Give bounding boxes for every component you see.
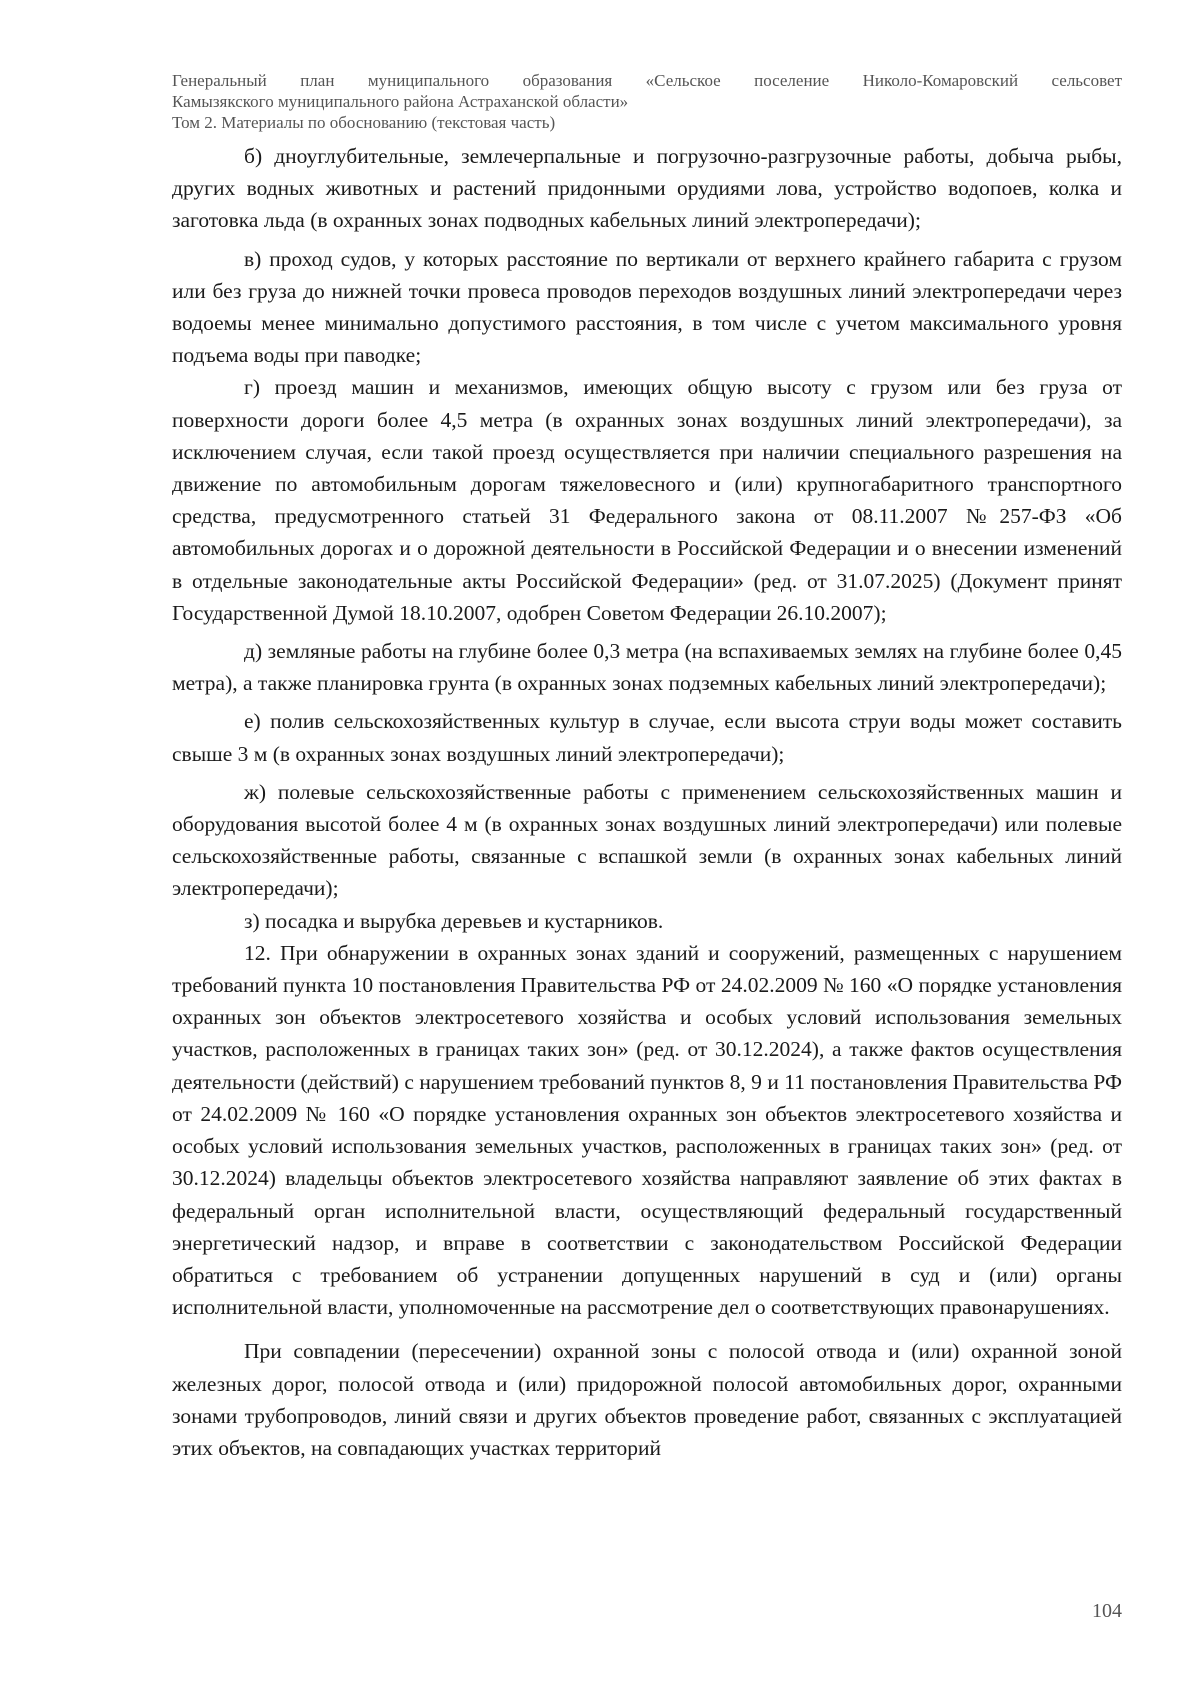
header-line-2: Камызякского муниципального района Астраханской области»: [172, 92, 629, 111]
body-text: [172, 140, 1122, 1464]
paragraph-e: е) полив сельскохозяйственных культур в случае, если высота струи воды может составить свыше 3 м (в охранных зонах воздушных линий электропередачи);: [172, 709, 1122, 766]
paragraph-intersection: При совпадении (пересечении) охранной зоны с полосой отвода и (или) охранной зоной железных дорог, полосой отвода и (или) придорожной полосой автомобильных дорог, охранными зонами трубопроводов, линий связи и других объектов проведение работ, связанных с эксплуатацией этих объектов, на совпадающих участках территорий: [172, 1339, 1122, 1460]
paragraph-g: г) проезд машин и механизмов, имеющих общую высоту с грузом или без груза от поверхности дороги более 4,5 метра (в охранных зонах воздушных линий электропередачи), за исключением случая, если такой проезд осуществляется при наличии специального разрешения на движение по автомобильным дорогам тяжеловесного и (или) крупногабаритного транспортного средства, предусмотренного статьей 31 Федерального закона от 08.11.2007 №257-ФЗ «Об автомобильных дорогах и о дорожной деятельности в Российской Федерации и о внесении изменений в отдельные законодательные акты Российской Федерации» (ред. от 31.07.2025) (Документ принят Государственной Думой 18.10.2007, одобрен Советом Федерации 26.10.2007);: [172, 375, 1122, 625]
paragraph-v: в) проход судов, у которых расстояние по вертикали от верхнего крайнего габарита с грузом или без груза до нижней точки провеса проводов переходов воздушных линий электропередачи через водоемы менее минимально допустимого расстояния, в том числе с учетом максимального уровня подъема воды при паводке;: [172, 246, 1122, 368]
header-line-3: Том 2. Материалы по обоснованию (текстовая часть): [172, 113, 556, 132]
running-header: [172, 70, 1122, 133]
header-line-1: Генеральный план муниципального образования «Сельское поселение Николо-Комаровский сельсовет: [172, 71, 1122, 90]
paragraph-b: б) дноуглубительные, землечерпальные и погрузочно-разгрузочные работы, добыча рыбы, других водных животных и растений придонными орудиями лова, устройство водопоев, колка и заготовка льда (в охранных зонах подводных кабельных линий электропередачи);: [172, 144, 1122, 233]
paragraph-12: 12. При обнаружении в охранных зонах зданий и сооружений, размещенных с нарушением требований пункта 10 постановления Правительства РФ от 24.02.2009 № 160 «О порядке установления охранных зон объектов электросетевого хозяйства и особых условий использования земельных участков, расположенных в границах таких зон» (ред. от 30.12.2024), а также фактов осуществления деятельности (действий) с нарушением требований пунктов 8, 9 и 11 постановления Правительства РФ от 24.02.2009 № 160 «О порядке установления охранных зон объектов электросетевого хозяйства и особых условий использования земельных участков, расположенных в границах таких зон» (ред. от 30.12.2024) владельцы объектов электросетевого хозяйства направляют заявление об этих фактах в федеральный орган исполнительной власти, осуществляющий федеральный государственный энергетический надзор, и вправе в соответствии с законодательством Российской Федерации обратиться с требованием об устранении допущенных нарушений в суд и (или) органы исполнительной власти, уполномоченные на рассмотрение дел о соответствующих правонарушениях.: [172, 940, 1122, 1320]
paragraph-zh: ж) полевые сельскохозяйственные работы с применением сельскохозяйственных машин и оборудования высотой более 4 м (в охранных зонах воздушных линий электропередачи) или полевые сельскохозяйственные работы, связанные с вспашкой земли (в охранных зонах кабельных линий электропередачи);: [172, 779, 1122, 901]
paragraph-z: з) посадка и вырубка деревьев и кустарников.: [244, 908, 664, 933]
paragraph-d: д) земляные работы на глубине более 0,3 метра (на вспахиваемых землях на глубине более 0,45 метра), а также планировка грунта (в охранных зонах подземных кабельных линий электропередачи);: [172, 639, 1122, 696]
page-number: 104: [1092, 1600, 1122, 1622]
